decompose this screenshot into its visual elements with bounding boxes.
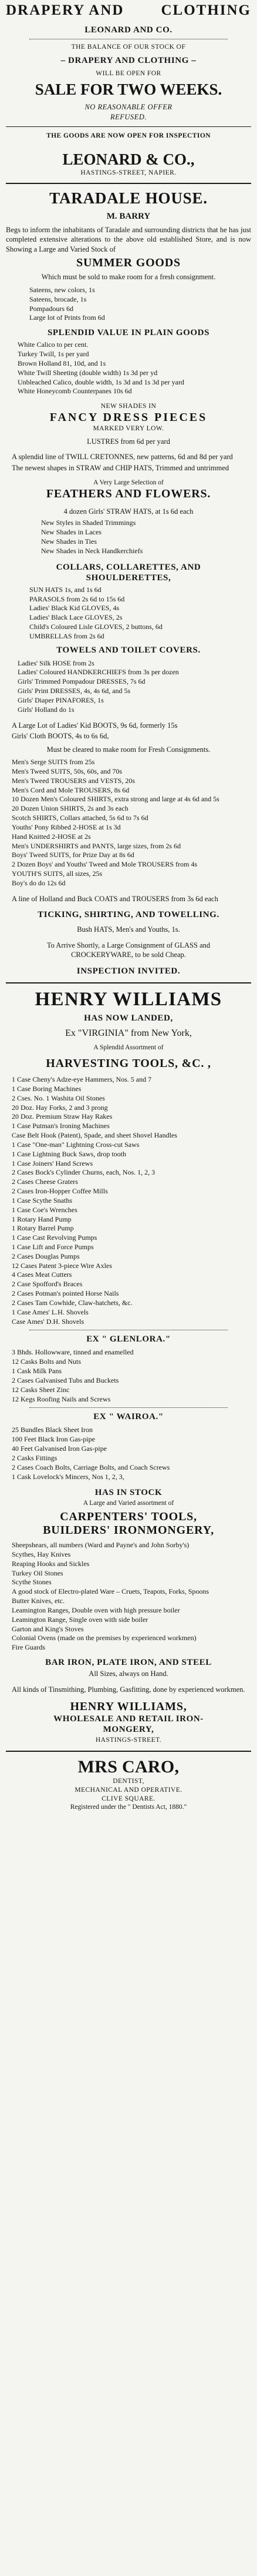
heading-left: DRAPERY AND bbox=[6, 2, 124, 18]
coats: A line of Holland and Buck COATS and TROUSERS from 3s 6d each bbox=[12, 894, 218, 903]
carpenters: CARPENTERS' TOOLS, bbox=[60, 1510, 197, 1524]
list-item: 1 Case Scythe Snaths bbox=[12, 1196, 72, 1205]
sig-line1: WHOLESALE AND RETAIL IRON- bbox=[53, 1714, 204, 1724]
girls-boots: Girls' Cloth BOOTS, 4s to 6s 6d, bbox=[12, 732, 109, 741]
list-item: PARASOLS from 2s 6d to 15s 6d bbox=[29, 594, 125, 603]
divider bbox=[6, 126, 251, 127]
list-item: 1 Case "One-man" Lightning Cross-cut Saws bbox=[12, 1140, 140, 1149]
caro-title: DENTIST, bbox=[113, 1778, 144, 1785]
list-item: Case Belt Hook (Patent), Spade, and sheet Shovel Handles bbox=[12, 1131, 177, 1140]
tinsmithing: All kinds of Tinsmithing, Plumbing, Gasfitting, done by experienced workmen. bbox=[12, 1685, 245, 1694]
list-item: 40 Feet Galvanised Iron Gas-pipe bbox=[12, 1444, 107, 1453]
leonard-advertisement bbox=[6, 0, 251, 177]
always: All Sizes, always on Hand. bbox=[89, 1670, 168, 1678]
signature-firm: LEONARD & CO., bbox=[62, 150, 195, 168]
williams-name: HENRY WILLIAMS bbox=[35, 988, 222, 1010]
list-item: Girls' Print DRESSES, 4s, 4s 6d, and 5s bbox=[18, 687, 131, 695]
list-item: 1 Rotary Hand Pump bbox=[12, 1215, 72, 1223]
firm-name: LEONARD AND CO. bbox=[84, 25, 173, 35]
list-item: 3 Bhds. Hollowware, tinned and enamelled bbox=[12, 1348, 134, 1357]
list-item: 12 Casks Sheet Zinc bbox=[12, 1385, 70, 1394]
list-item: New Shades in Laces bbox=[41, 528, 102, 537]
cretonnes: A splendid line of TWILL CRETONNES, new patterns, 6d and 8d per yard bbox=[12, 453, 233, 461]
list-item: Boys' Tweed SUITS, for Prize Day at 8s 6d bbox=[12, 851, 134, 859]
sale-heading: SALE FOR TWO WEEKS. bbox=[35, 81, 222, 99]
list-item: Ladies' Black Lace GLOVES, 2s bbox=[29, 613, 123, 622]
caro-line2: CLIVE SQUARE. bbox=[102, 1795, 155, 1802]
list-item: YOUTH'S SUITS, all sizes, 25s bbox=[12, 869, 103, 878]
sundries bbox=[29, 586, 228, 641]
list-item: Men's Tweed TROUSERS and VESTS, 20s bbox=[12, 776, 136, 785]
list-item: 12 Cases Patent 3-piece Wire Axles bbox=[12, 1261, 112, 1270]
list-item: 1 Case Coe's Wrenches bbox=[12, 1205, 77, 1214]
sundries-b bbox=[18, 659, 239, 715]
tools-list bbox=[12, 1075, 245, 1326]
list-item: New Styles in Shaded Trimmings bbox=[41, 518, 136, 527]
list-item: 1 Case Cheny's Adze-eye Hammers, Nos. 5 and 7 bbox=[12, 1075, 152, 1084]
ex-virginia: Ex "VIRGINIA" from New York, bbox=[65, 1028, 192, 1039]
lustres: LUSTRES from 6d per yard bbox=[87, 437, 170, 446]
list-item: Turkey Twill, 1s per yard bbox=[18, 350, 89, 359]
will-be-open: WILL BE OPEN FOR bbox=[96, 69, 161, 77]
ex-glenlora: EX " GLENLORA." bbox=[86, 1334, 171, 1344]
list-item: 25 Bundles Black Sheet Iron bbox=[12, 1426, 93, 1434]
list-item: Turkey Oil Stones bbox=[12, 1568, 63, 1577]
list-item: 1 Case Lift and Force Pumps bbox=[12, 1242, 94, 1251]
sig-line2: MONGERY, bbox=[103, 1725, 154, 1735]
bush-hats: Bush HATS, Men's and Youths, 1s. bbox=[77, 925, 180, 934]
list-item: 2 Dozen Boys' and Youths' Tweed and Mole TROUSERS from 4s bbox=[12, 860, 198, 869]
list-item: 1 Rotary Barrel Pump bbox=[12, 1224, 74, 1233]
divider bbox=[29, 1407, 228, 1408]
caro-line1: MECHANICAL AND OPERATIVE. bbox=[75, 1786, 182, 1794]
list-item: 1 Case Lightning Buck Saws, drop tooth bbox=[12, 1149, 126, 1158]
list-item: 2 Case Spofford's Braces bbox=[12, 1280, 83, 1289]
list-item: 20 Dozen Union SHIRTS, 2s and 3s each bbox=[12, 804, 128, 813]
list-item: 1 Case Ames' L.H. Shovels bbox=[12, 1307, 89, 1316]
list-item: Leamington Range, Single oven with side boiler bbox=[12, 1615, 148, 1624]
list-item: Pompadours 6d bbox=[29, 304, 73, 313]
list-item: 20 Doz. Hay Forks, 2 and 3 prong bbox=[12, 1103, 108, 1112]
invited: INSPECTION INVITED. bbox=[76, 966, 181, 976]
ticking: TICKING, SHIRTING, AND TOWELLING. bbox=[38, 910, 219, 920]
list-item: 2 Cases Galvanised Tubs and Buckets bbox=[12, 1376, 119, 1384]
list-item: A good stock of Electro-plated Ware – Cruets, Teapots, Forks, Spoons bbox=[12, 1587, 209, 1596]
fancy-dress: FANCY DRESS PIECES bbox=[49, 410, 208, 424]
taradale-title: TARADALE HOUSE. bbox=[49, 189, 208, 208]
taradale-advertisement bbox=[6, 190, 251, 976]
list-item: Scotch SHIRTS, Collars attached, 5s 6d to 7s 6d bbox=[12, 814, 148, 822]
collars: COLLARS, COLLARETTES, AND bbox=[56, 562, 201, 572]
list-item: Fire Guards bbox=[12, 1643, 45, 1652]
drapery-clothing-heading bbox=[6, 0, 251, 19]
harvesting: HARVESTING TOOLS, &C. , bbox=[46, 1057, 211, 1070]
caro-advertisement bbox=[6, 1758, 251, 1812]
kid-boots: A Large Lot of Ladies' Kid BOOTS, 9s 6d, formerly 15s bbox=[12, 721, 178, 730]
list-item: Girls' Holland do 1s bbox=[18, 705, 75, 714]
stock-list bbox=[12, 1541, 245, 1652]
list-item: White Honeycomb Counterpanes 10s 6d bbox=[18, 387, 132, 396]
towels: TOWELS AND TOILET COVERS. bbox=[56, 645, 201, 655]
list-item: 2 Cases Bock's Cylinder Churns, each, Nos. 1, 2, 3 bbox=[12, 1168, 155, 1177]
list-item: White Calico to per cent. bbox=[18, 340, 89, 349]
drapery-line: – DRAPERY AND CLOTHING – bbox=[60, 55, 197, 65]
list-item: 2 Casks Fittings bbox=[12, 1453, 58, 1462]
list-item: 2 Cses. No. 1 Washita Oil Stones bbox=[12, 1093, 105, 1102]
list-item: New Shades in Ties bbox=[41, 537, 97, 546]
list-item: 1 Case Putman's Ironing Machines bbox=[12, 1122, 110, 1130]
list-item: Ladies' Coloured HANDKERCHIEFS from 3s per dozen bbox=[18, 668, 179, 677]
list-item: 2 Cases Tam Cowhide, Claw-hatchets, &c. bbox=[12, 1298, 133, 1307]
list-item: Men's Serge SUITS from 25s bbox=[12, 758, 95, 767]
splendid-heading: SPLENDID VALUE IN PLAIN GOODS bbox=[47, 328, 210, 338]
arrive: To Arrive Shortly, a Large Consignment of GLASS and CROCKERYWARE, to be sold Cheap. bbox=[46, 941, 211, 959]
list-item: 2 Cases Iron-Hopper Coffee Mills bbox=[12, 1187, 108, 1196]
price-list-a bbox=[29, 286, 228, 323]
balance-line: THE BALANCE OF OUR STOCK OF bbox=[71, 44, 186, 51]
mens-list bbox=[12, 758, 245, 888]
no-offer: NO REASONABLE OFFER bbox=[84, 103, 173, 112]
list-item: 20 Doz. Premium Straw Hay Rakes bbox=[12, 1112, 113, 1121]
list-item: 10 Dozen Men's Coloured SHIRTS, extra strong and large at 4s 6d and 5s bbox=[12, 795, 219, 804]
list-item: Child's Coloured Lisle GLOVES, 2 buttons, 6d bbox=[29, 623, 163, 631]
list-item: Hand Knitted 2-HOSE at 2s bbox=[12, 832, 91, 841]
list-item: Reaping Hooks and Sickles bbox=[12, 1559, 90, 1568]
list-item: 2 Cases Cheese Graters bbox=[12, 1177, 78, 1186]
list-item: Garton and King's Stoves bbox=[12, 1624, 84, 1633]
list-item: 2 Cases Coach Bolts, Carriage Bolts, and Coach Screws bbox=[12, 1463, 170, 1471]
cleared: Must be cleared to make room for Fresh Consignments. bbox=[46, 745, 211, 754]
caro-registered: Registered under the " Dentists Act, 1880." bbox=[70, 1804, 187, 1811]
caro-name: MRS CARO, bbox=[77, 1757, 180, 1777]
list-item: 2 Cases Douglas Pumps bbox=[12, 1252, 80, 1260]
list-item: 2 Cases Potman's pointed Horse Nails bbox=[12, 1289, 119, 1298]
assortment: A Splendid Assortment of bbox=[93, 1044, 164, 1052]
girls-hats: 4 dozen Girls' STRAW HATS, at 1s 6d each bbox=[63, 507, 194, 516]
wairoa-list bbox=[12, 1426, 245, 1481]
section-divider bbox=[6, 1751, 251, 1752]
bar-iron: BAR IRON, PLATE IRON, AND STEEL bbox=[45, 1658, 212, 1668]
proprietor: M. BARRY bbox=[106, 211, 151, 221]
list-item: Girls' Diaper PINAFORES, 1s bbox=[18, 695, 104, 704]
list-item: 12 Kegs Roofing Nails and Screws bbox=[12, 1394, 111, 1403]
heading-right: CLOTHING bbox=[161, 2, 251, 18]
summer-sub: Which must be sold to make room for a fresh consignment. bbox=[41, 273, 216, 282]
list-item: UMBRELLAS from 2s 6d bbox=[29, 631, 104, 640]
list-item: Sateens, new colors, 1s bbox=[29, 285, 95, 294]
list-item: Ladies' Black Kid GLOVES, 4s bbox=[29, 604, 120, 613]
glenlora-list bbox=[12, 1348, 245, 1404]
list-item: 12 Casks Bolts and Nuts bbox=[12, 1357, 82, 1366]
list-item: Large lot of Prints from 6d bbox=[29, 313, 105, 322]
in-stock: HAS IN STOCK bbox=[94, 1488, 163, 1498]
list-item: SUN HATS 1s, and 1s 6d bbox=[29, 585, 102, 594]
landed: HAS NOW LANDED, bbox=[84, 1013, 173, 1023]
list-item: Men's Tweed SUITS, 50s, 60s, and 70s bbox=[12, 767, 123, 775]
list-item: Case Ames' D.H. Shovels bbox=[12, 1317, 84, 1326]
list-item: 4 Cases Meat Cutters bbox=[12, 1270, 72, 1279]
list-item: 1 Cask Lovelock's Mincers, Nos 1, 2, 3, bbox=[12, 1472, 124, 1481]
list-item: Girls' Trimmed Pompadour DRESSES, 7s 6d bbox=[18, 677, 146, 686]
feathers: FEATHERS AND FLOWERS. bbox=[46, 487, 211, 500]
new-shades: NEW SHADES IN bbox=[100, 403, 157, 410]
section-divider bbox=[6, 982, 251, 983]
builders: BUILDERS' IRONMONGERY, bbox=[43, 1524, 214, 1537]
list-item: 100 Feet Black Iron Gas-pipe bbox=[12, 1435, 95, 1444]
list-item: Men's UNDERSHIRTS and PANTS, large sizes, from 2s 6d bbox=[12, 841, 181, 850]
goods-open: THE GOODS ARE NOW OPEN FOR INSPECTION bbox=[46, 132, 211, 140]
straws: The newest shapes in STRAW and CHIP HATS, Trimmed and untrimmed bbox=[12, 463, 229, 472]
list-item: Colonial Ovens (made on the premises by experienced workmen) bbox=[12, 1634, 197, 1642]
list-item: Leamington Ranges, Double oven with high pressure boiler bbox=[12, 1605, 180, 1614]
ex-wairoa: EX " WAIROA." bbox=[93, 1412, 164, 1422]
sig-address: HASTINGS-STREET. bbox=[95, 1737, 162, 1744]
large-selection: A Very Large Selection of bbox=[93, 479, 164, 487]
list-item: Butter Knives, etc. bbox=[12, 1597, 65, 1605]
list-item: White Twill Sheeting (double width) 1s 3d per yd bbox=[18, 368, 158, 377]
list-item: Sheepshears, all numbers (Ward and Payne's and John Sorby's) bbox=[12, 1541, 190, 1550]
list-item: 1 Case Joiners' Hand Screws bbox=[12, 1159, 93, 1167]
price-list-b bbox=[18, 340, 239, 396]
marked-low: MARKED VERY LOW. bbox=[93, 424, 164, 432]
intro-text: Begs to inform the inhabitants of Taradale and surrounding districts that he has just completed extensive alterations to the above old established Store, and is now Showing a Large and Varied Stock of bbox=[6, 225, 251, 253]
large-assortment: A Large and Varied assortment of bbox=[83, 1500, 174, 1507]
list-item: Brown Holland 81, 10d, and 1s bbox=[18, 359, 106, 367]
list-item: Boy's do do 12s 6d bbox=[12, 878, 66, 887]
list-item: Sateens, brocade, 1s bbox=[29, 295, 87, 303]
list-item: 1 Case Boring Machines bbox=[12, 1084, 82, 1093]
williams-advertisement bbox=[6, 989, 251, 1745]
list-item: 1 Cask Milk Pans bbox=[12, 1367, 62, 1376]
list-item: New Shades in Neck Handkerchiefs bbox=[41, 546, 143, 555]
list-item: Unbleached Calico, double width, 1s 3d and 1s 3d per yard bbox=[18, 377, 184, 386]
list-item: Men's Cord and Mole TROUSERS, 8s 6d bbox=[12, 785, 130, 794]
list-item: Scythe Stones bbox=[12, 1578, 52, 1587]
sig-name: HENRY WILLIAMS, bbox=[70, 1700, 187, 1714]
shoulderettes: SHOULDERETTES, bbox=[86, 573, 171, 583]
list-item: Youths' Pony Ribbed 2-HOSE at 1s 3d bbox=[12, 822, 121, 831]
address: HASTINGS-STREET, NAPIER. bbox=[80, 169, 177, 176]
list-item: Ladies' Silk HOSE from 2s bbox=[18, 658, 94, 667]
summer-goods: SUMMER GOODS bbox=[76, 256, 181, 270]
refused: REFUSED. bbox=[110, 112, 147, 121]
section-divider bbox=[6, 183, 251, 184]
list-item: 1 Case Cast Revolving Pumps bbox=[12, 1233, 97, 1242]
new-styles bbox=[41, 518, 216, 556]
list-item: Scythes, Hay Knives bbox=[12, 1550, 71, 1558]
